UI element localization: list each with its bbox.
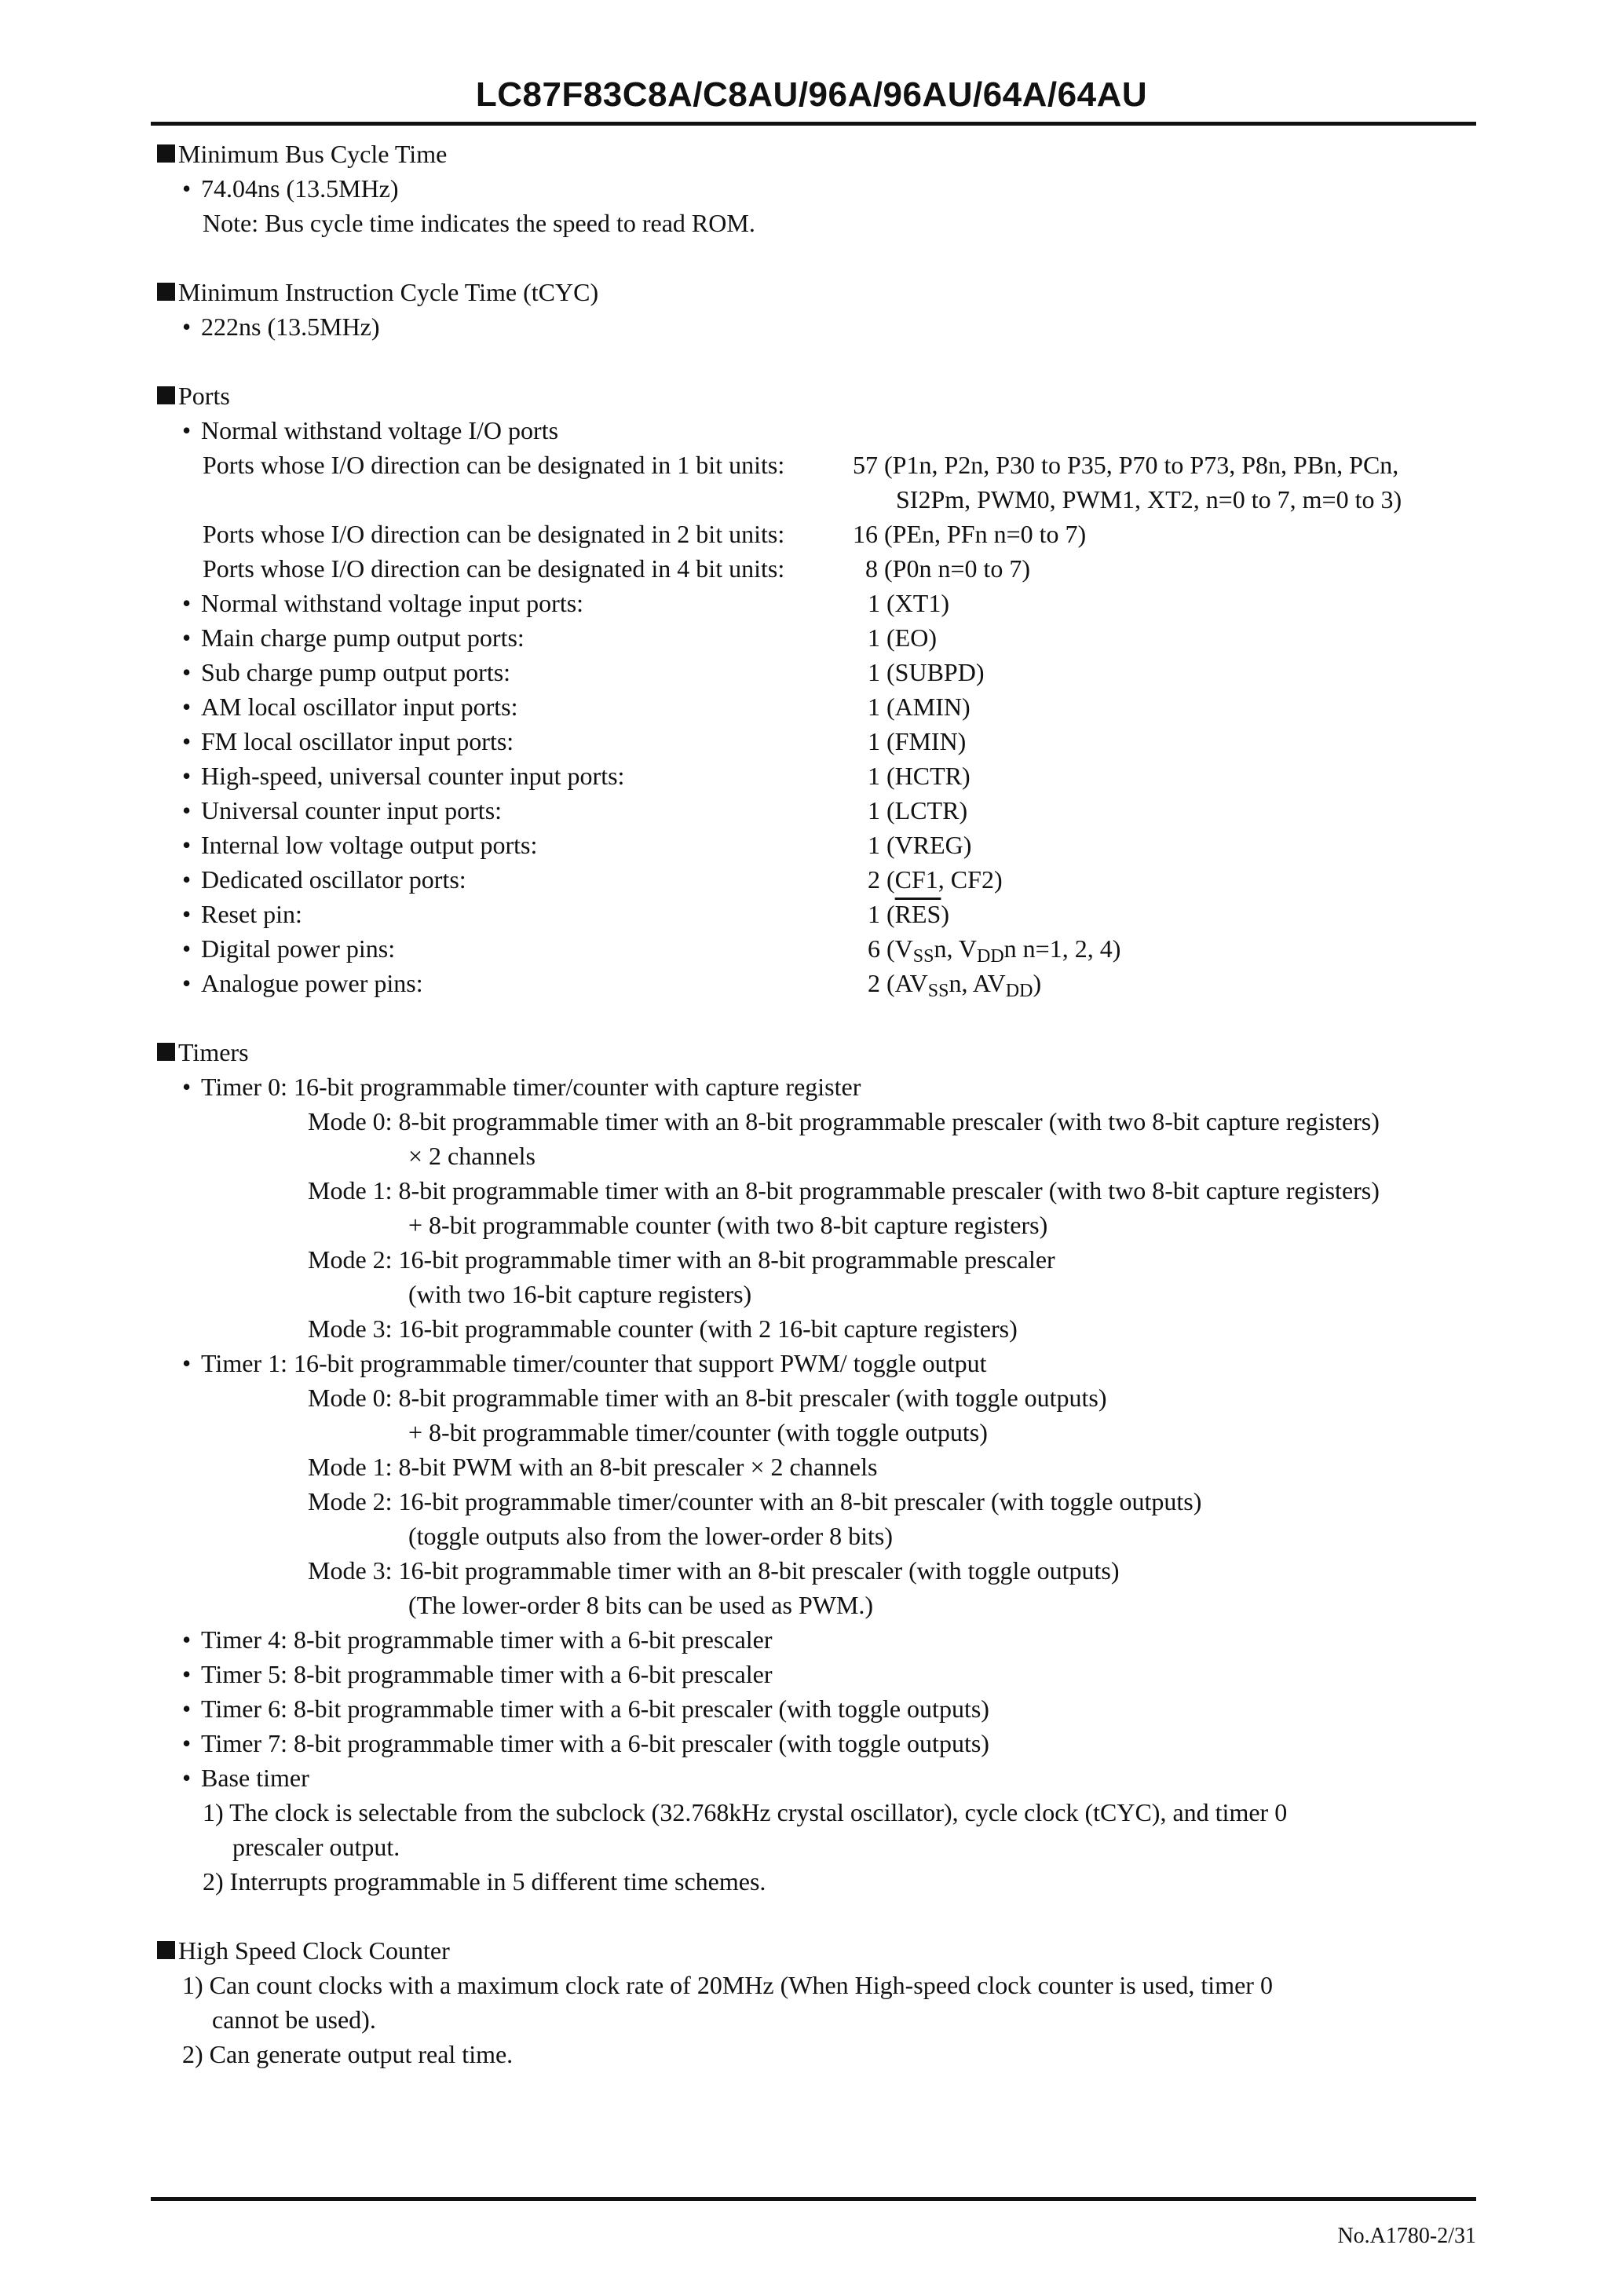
port-row-value: 57 (P1n, P2n, P30 to P35, P70 to P73, P8n, PBn, PCn, [853, 451, 1399, 479]
port-bullet-label: • Sub charge pump output ports: [182, 658, 511, 686]
list-item: • Normal withstand voltage I/O ports [182, 416, 559, 444]
port-bullet-value: 1 (FMIN) [868, 727, 967, 755]
section-heading-timers: Timers [157, 1036, 249, 1068]
port-row-value-cont: SI2Pm, PWM0, PWM1, XT2, n=0 to 7, m=0 to 3) [896, 485, 1402, 514]
port-bullet-label: • Universal counter input ports: [182, 796, 503, 824]
list-item: • Timer 5: 8-bit programmable timer with a 6-bit prescaler [182, 1660, 773, 1688]
section-heading-high-speed-counter: High Speed Clock Counter [157, 1935, 450, 1966]
footer-rule [151, 2197, 1476, 2201]
port-bullet-label: • Analogue power pins: [182, 969, 423, 997]
timer-mode-line: (toggle outputs also from the lower-order 8 bits) [408, 1522, 893, 1550]
square-bullet-icon [157, 1941, 175, 1959]
timer-mode-line: Mode 1: 8-bit PWM with an 8-bit prescaler × 2 channels [308, 1453, 878, 1481]
port-bullet-label: • Dedicated oscillator ports: [182, 865, 466, 894]
port-bullet-label: • Digital power pins: [182, 934, 396, 963]
section-heading-ports: Ports [157, 380, 230, 411]
list-item: • Base timer [182, 1764, 309, 1792]
timer-mode-line: (The lower-order 8 bits can be used as PWM.) [408, 1591, 874, 1619]
timer0-title: • Timer 0: 16-bit programmable timer/counter with capture register [182, 1073, 861, 1101]
port-bullet-label: • Main charge pump output ports: [182, 623, 525, 652]
timer-mode-line: Mode 2: 16-bit programmable timer/counter with an 8-bit prescaler (with toggle outputs) [308, 1487, 1202, 1515]
list-item: • 74.04ns (13.5MHz) [182, 174, 399, 203]
section-heading-instruction-cycle: Minimum Instruction Cycle Time (tCYC) [157, 276, 598, 308]
square-bullet-icon [157, 1043, 175, 1061]
hscc-line: 2) Can generate output real time. [182, 2040, 514, 2068]
port-bullet-value: 1 (LCTR) [868, 796, 968, 824]
list-item: • Timer 7: 8-bit programmable timer with a 6-bit prescaler (with toggle outputs) [182, 1729, 989, 1757]
timer-mode-line: Mode 0: 8-bit programmable timer with an 8-bit programmable prescaler (with two 8-bit capture registers) [308, 1107, 1380, 1135]
port-bullet-value: 1 (SUBPD) [868, 658, 985, 686]
hscc-line: 1) Can count clocks with a maximum clock rate of 20MHz (When High-speed clock counter is used, timer 0 [182, 1971, 1273, 1999]
document-title: LC87F83C8A/C8AU/96A/96AU/64A/64AU [475, 75, 1148, 114]
port-bullet-value: 1 (AMIN) [868, 693, 971, 721]
port-bullet-value: 2 (CF1, CF2) [868, 865, 1003, 894]
timer-mode-line: Mode 1: 8-bit programmable timer with an 8-bit programmable prescaler (with two 8-bit capture registers) [308, 1176, 1380, 1205]
timer-mode-line: (with two 16-bit capture registers) [408, 1280, 752, 1308]
bus-note: Note: Bus cycle time indicates the speed to read ROM. [203, 209, 755, 237]
timer-mode-line: Mode 2: 16-bit programmable timer with an 8-bit programmable prescaler [308, 1245, 1055, 1274]
port-row-label: Ports whose I/O direction can be designated in 4 bit units: [203, 554, 785, 583]
timer-mode-line: Mode 0: 8-bit programmable timer with an 8-bit prescaler (with toggle outputs) [308, 1384, 1107, 1412]
square-bullet-icon [157, 144, 175, 163]
page-number: No.A1780-2/31 [1337, 2224, 1476, 2248]
base-timer-line: 1) The clock is selectable from the subclock (32.768kHz crystal oscillator), cycle clock (tCYC), and timer 0 [203, 1798, 1288, 1826]
port-bullet-value: 1 (XT1) [868, 589, 949, 617]
port-row-value: 16 (PEn, PFn n=0 to 7) [853, 520, 1087, 548]
square-bullet-icon [157, 386, 175, 404]
base-timer-line: prescaler output. [232, 1833, 400, 1861]
port-bullet-value: 1 $(\overline{RES})$ [868, 900, 949, 928]
hscc-line: cannot be used). [212, 2005, 376, 2034]
port-bullet-label: • AM local oscillator input ports: [182, 693, 518, 721]
port-bullet-value: 1 (HCTR) [868, 762, 971, 790]
port-bullet-value: 2 ($AV_{SS}n$, $AV_{DD}$) [868, 969, 1042, 1001]
header-rule [151, 122, 1476, 126]
port-row-label: Ports whose I/O direction can be designated in 1 bit units: [203, 451, 785, 479]
section-heading-bus-cycle: Minimum Bus Cycle Time [157, 138, 447, 170]
list-item: • Timer 4: 8-bit programmable timer with a 6-bit prescaler [182, 1625, 773, 1654]
port-bullet-label: • Normal withstand voltage input ports: [182, 589, 584, 617]
list-item: • 222ns (13.5MHz) [182, 313, 380, 341]
port-bullet-label: • High-speed, universal counter input ports: [182, 762, 625, 790]
port-bullet-value: 1 (VREG) [868, 831, 972, 859]
timer1-title: • Timer 1: 16-bit programmable timer/counter that support PWM/ toggle output [182, 1349, 987, 1377]
port-bullet-label: • Internal low voltage output ports: [182, 831, 538, 859]
port-bullet-value: 6 ($V_{SS}n$, $V_{DD}n$ n=1, 2, 4) [868, 934, 1121, 967]
timer-mode-line: Mode 3: 16-bit programmable counter (with 2 16-bit capture registers) [308, 1314, 1018, 1343]
timer-mode-line: + 8-bit programmable timer/counter (with toggle outputs) [408, 1418, 988, 1446]
port-row-value: 8 (P0n n=0 to 7) [865, 554, 1031, 583]
timer-mode-line: + 8-bit programmable counter (with two 8-bit capture registers) [408, 1211, 1048, 1239]
list-item: • Timer 6: 8-bit programmable timer with a 6-bit prescaler (with toggle outputs) [182, 1695, 989, 1723]
square-bullet-icon [157, 283, 175, 301]
base-timer-line: 2) Interrupts programmable in 5 different time schemes. [203, 1867, 766, 1896]
port-row-label: Ports whose I/O direction can be designated in 2 bit units: [203, 520, 785, 548]
port-bullet-label: • Reset pin: [182, 900, 302, 928]
port-bullet-label: • FM local oscillator input ports: [182, 727, 514, 755]
timer-mode-line: Mode 3: 16-bit programmable timer with an 8-bit prescaler (with toggle outputs) [308, 1556, 1120, 1585]
port-bullet-value: 1 (EO) [868, 623, 937, 652]
timer-mode-line: × 2 channels [408, 1142, 536, 1170]
